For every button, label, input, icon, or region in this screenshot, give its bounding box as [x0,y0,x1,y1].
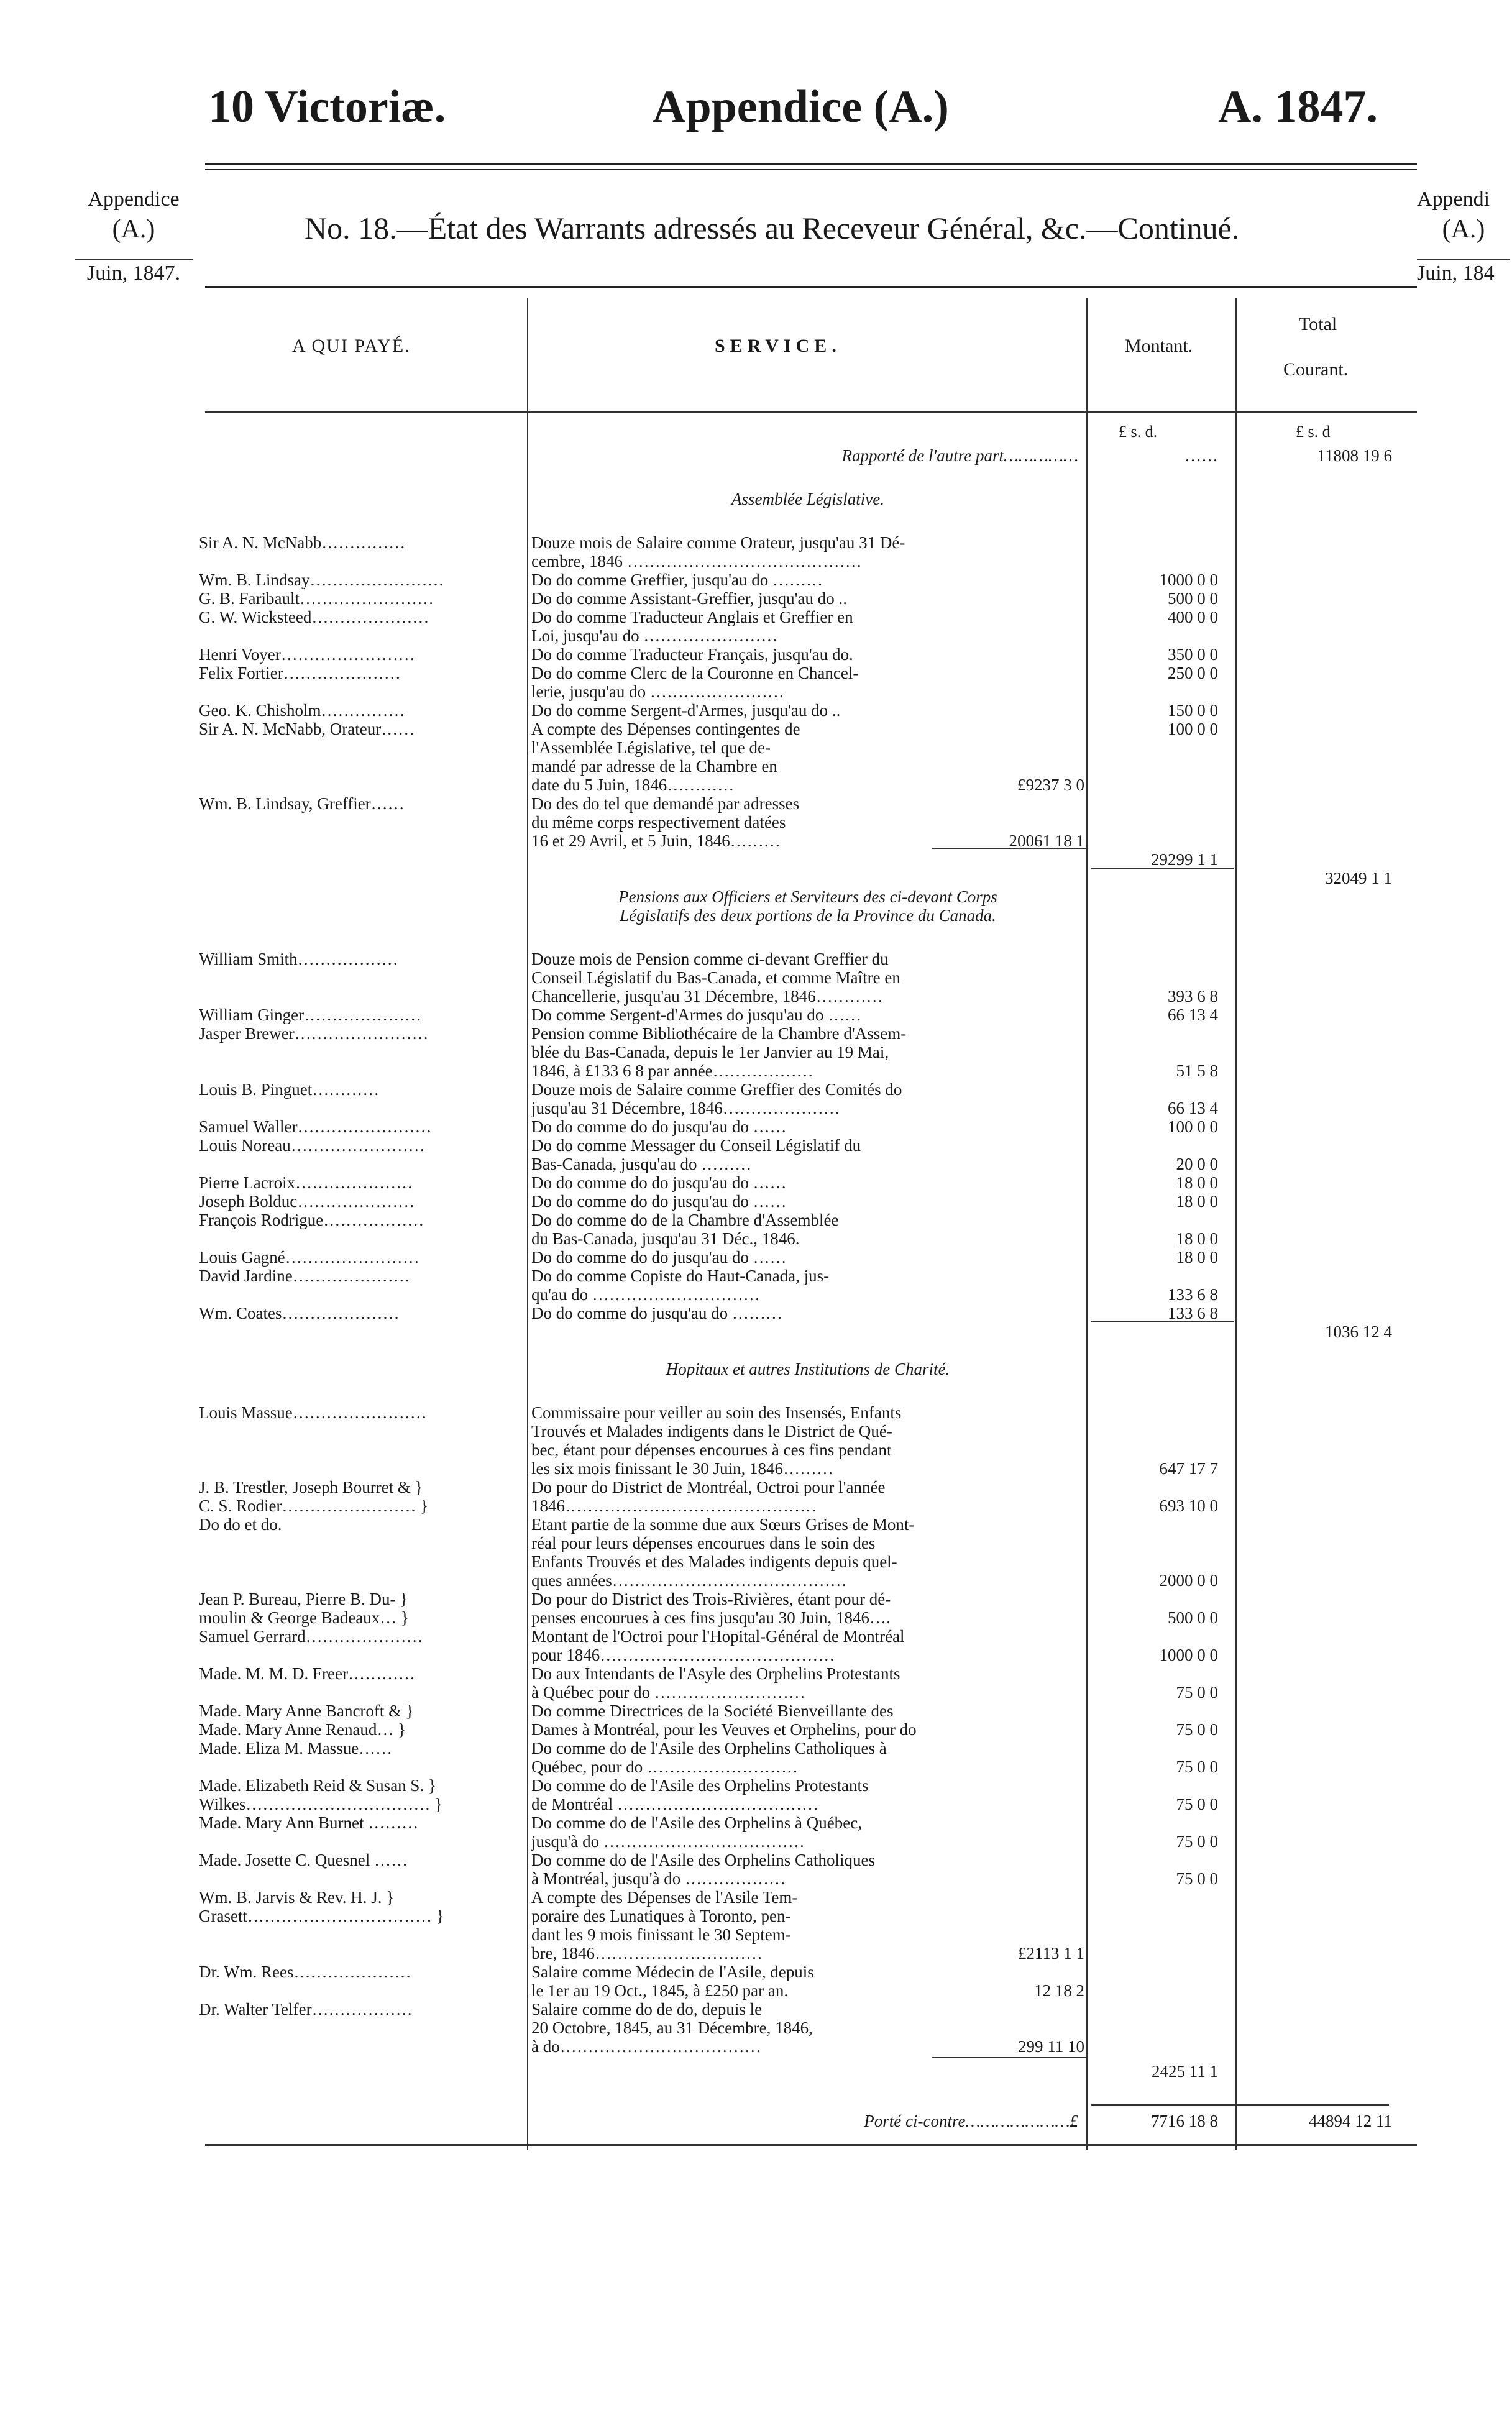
payee-cell: C. S. Rodier…………………… } [199,1496,429,1515]
subtitle-rule [205,286,1417,288]
payee-cell: Made. Josette C. Quesnel …… [199,1851,408,1869]
payee-cell: G. W. Wicksteed………………… [199,608,429,626]
service-cell: Trouvés et Malades indigents dans le District de Qué- [531,1422,892,1441]
column-header-service: SERVICE. [715,336,841,356]
payee-cell: Louis B. Pinguet………… [199,1080,380,1099]
amount-cell: 350 0 0 [1168,645,1218,664]
amount-cell: 29299 1 1 [1151,850,1218,869]
amount-cell: 66 13 4 [1168,1099,1218,1117]
service-cell: date du 5 Juin, 1846………… [531,776,735,794]
service-cell: Loi, jusqu'au do …………………… [531,626,778,645]
service-cell: Porté ci-contre…………………£ [864,2112,1078,2130]
payee-cell: Made. Mary Anne Bancroft & } [199,1702,414,1720]
payee-cell: J. B. Trestler, Joseph Bourret & } [199,1478,423,1496]
service-cell: jusqu'au 31 Décembre, 1846………………… [531,1099,840,1117]
amount-cell: 1000 0 0 [1159,1646,1218,1664]
service-cell: Rapporté de l'autre part…………… [841,446,1078,465]
payee-cell: Dr. Wm. Rees………………… [199,1963,411,1981]
service-cell: Do do comme do do jusqu'au do …… [531,1117,787,1136]
column-header-amount: Montant. [1125,336,1193,356]
amount-cell: 250 0 0 [1168,664,1218,682]
amount-cell: 18 0 0 [1176,1173,1218,1192]
subamount-cell: 20061 18 1 [1009,832,1084,850]
service-cell: lerie, jusqu'au do …………………… [531,682,784,701]
service-cell: 16 et 29 Avril, et 5 Juin, 1846……… [531,832,781,850]
payee-cell: Grasett…………………………… } [199,1907,444,1925]
service-cell: Pension comme Bibliothécaire de la Chambre d'Assem- [531,1024,907,1043]
column-rule-total-left [1235,298,1237,2150]
service-cell: dant les 9 mois finissant le 30 Septem- [531,1925,791,1944]
amount-cell: 1000 0 0 [1159,571,1218,589]
service-cell: du Bas-Canada, jusqu'au 31 Déc., 1846. [531,1229,800,1248]
column-header-total-1: Total [1299,314,1337,334]
amount-cell: 100 0 0 [1168,720,1218,738]
amount-cell: 150 0 0 [1168,701,1218,720]
service-cell: Montant de l'Octroi pour l'Hopital-Général de Montréal [531,1627,905,1646]
service-cell: Do do comme Messager du Conseil Législatif du [531,1136,861,1155]
payee-cell: Wm. B. Lindsay, Greffier…… [199,794,405,813]
payee-cell: Do do et do. [199,1515,282,1534]
amount-cell: 75 0 0 [1176,1832,1218,1851]
service-cell: Do do comme Assistant-Greffier, jusqu'au do .. [531,589,847,608]
service-cell: réal pour leurs dépenses encourues dans le soin des [531,1534,876,1552]
payee-cell: William Ginger………………… [199,1006,422,1024]
amount-cell: 400 0 0 [1168,608,1218,626]
service-cell: Do aux Intendants de l'Asyle des Orphelins Protestants [531,1664,900,1683]
amount-cell: 66 13 4 [1168,1006,1218,1024]
service-cell: A compte des Dépenses de l'Asile Tem- [531,1888,798,1907]
total-cell: 11808 19 6 [1317,446,1392,465]
amount-cell: 18 0 0 [1176,1229,1218,1248]
service-cell: Do comme Sergent-d'Armes do jusqu'au do …… [531,1006,862,1024]
payee-cell: Louis Massue…………………… [199,1403,427,1422]
payee-cell: Made. Eliza M. Massue…… [199,1739,393,1757]
service-cell: Douze mois de Pension comme ci-devant Greffier du [531,950,889,968]
service-cell: Do do comme do do jusqu'au do …… [531,1248,787,1267]
amount-cell: 75 0 0 [1176,1720,1218,1739]
payee-cell: Samuel Gerrard………………… [199,1627,423,1646]
amount-cell: …… [1184,446,1218,465]
service-cell: 1846……………………………………… [531,1496,817,1515]
service-cell: Do do comme do do jusqu'au do …… [531,1192,787,1211]
column-rule-amount-left [1086,298,1088,2150]
service-cell: Conseil Législatif du Bas-Canada, et comme Maître en [531,968,900,987]
service-cell: Enfants Trouvés et des Malades indigents depuis quel- [531,1552,897,1571]
subamount-cell: £2113 1 1 [1018,1944,1084,1963]
subamount-cell: £9237 3 0 [1017,776,1084,794]
header-left: 10 Victoriæ. [208,81,446,132]
header-rule-top [205,163,1417,165]
amount-cell: 7716 18 8 [1151,2112,1218,2130]
payee-cell: Samuel Waller…………………… [199,1117,432,1136]
payee-cell: Dr. Walter Telfer……………… [199,2000,413,2019]
payee-cell: Jasper Brewer…………………… [199,1024,429,1043]
currency-amount-header: £ s. d. [1119,423,1158,441]
subamount-cell: 12 18 2 [1034,1981,1084,2000]
service-cell: ques années…………………………………… [531,1571,847,1590]
service-cell: poraire des Lunatiques à Toronto, pen- [531,1907,791,1925]
service-cell: Salaire comme do de do, depuis le [531,2000,763,2019]
service-cell: Do comme Directrices de la Société Bienveillante des [531,1702,894,1720]
service-cell: Do pour do District de Montréal, Octroi pour l'année [531,1478,886,1496]
margin-right-line3: Juin, 184 [1417,259,1510,287]
service-cell: Do do comme do jusqu'au do ……… [531,1304,782,1322]
section-title: Assemblée Législative. [731,490,884,508]
service-cell: jusqu'à do ……………………………… [531,1832,805,1851]
amount-cell: 18 0 0 [1176,1192,1218,1211]
payee-cell: Made. Mary Anne Renaud… } [199,1720,406,1739]
service-cell: penses encourues à ces fins jusqu'au 30 Juin, 1846…. [531,1608,891,1627]
amount-cell: 51 5 8 [1176,1061,1218,1080]
service-cell: Chancellerie, jusqu'au 31 Décembre, 1846………… [531,987,883,1006]
service-cell: Do do comme do de la Chambre d'Assemblée [531,1211,839,1229]
service-cell: pour 1846…………………………………… [531,1646,835,1664]
service-cell: Do comme do de l'Asile des Orphelins Catholiques à [531,1739,887,1757]
service-cell: Do do comme Greffier, jusqu'au do ……… [531,571,823,589]
amount-cell: 18 0 0 [1176,1248,1218,1267]
payee-cell: Wilkes…………………………… } [199,1795,443,1813]
payee-cell: Louis Noreau…………………… [199,1136,425,1155]
column-rule-service-left [527,298,528,2150]
section-title: Hopitaux et autres Institutions de Charité. [666,1360,950,1378]
amount-cell: 393 6 8 [1168,987,1218,1006]
amount-cell: 20 0 0 [1176,1155,1218,1173]
service-cell: Do do comme Traducteur Anglais et Greffier en [531,608,853,626]
service-cell: Do comme do de l'Asile des Orphelins Catholiques [531,1851,876,1869]
payee-cell: Wm. Coates………………… [199,1304,400,1322]
service-cell: qu'au do ………………………… [531,1285,760,1304]
service-cell: bre, 1846………………………… [531,1944,763,1963]
service-cell: les six mois finissant le 30 Juin, 1846……… [531,1459,833,1478]
subtotal-rule-4 [932,2057,1086,2058]
column-header-payee: A QUI PAYÉ. [292,336,411,356]
service-cell: 1846, à £133 6 8 par année……………… [531,1061,813,1080]
payee-cell: Pierre Lacroix………………… [199,1173,413,1192]
section-title: Pensions aux Officiers et Serviteurs des ci-devant Corps [618,887,997,906]
service-cell: 20 Octobre, 1845, au 31 Décembre, 1846, [531,2019,813,2037]
payee-cell: Sir A. N. McNabb, Orateur…… [199,720,415,738]
section-title: Législatifs des deux portions de la Province du Canada. [620,906,996,925]
service-cell: mandé par adresse de la Chambre en [531,757,777,776]
service-cell: l'Assemblée Législative, tel que de- [531,738,771,757]
payee-cell: Made. Mary Ann Burnet ……… [199,1813,419,1832]
header-right: A. 1847. [1218,81,1378,132]
service-cell: à Montréal, jusqu'à do ……………… [531,1869,786,1888]
service-cell: à do……………………………… [531,2037,761,2056]
carried-rule [1091,2104,1389,2106]
payee-cell: Wm. B. Jarvis & Rev. H. J. } [199,1888,395,1907]
payee-cell: David Jardine………………… [199,1267,410,1285]
service-cell: Salaire comme Médecin de l'Asile, depuis [531,1963,814,1981]
service-cell: Douze mois de Salaire comme Greffier des Comités do [531,1080,902,1099]
amount-cell: 75 0 0 [1176,1795,1218,1813]
service-cell: Douze mois de Salaire comme Orateur, jusqu'au 31 Dé- [531,533,905,552]
payee-cell: Louis Gagné…………………… [199,1248,419,1267]
service-cell: Québec, pour do ……………………… [531,1757,798,1776]
service-cell: Etant partie de la somme due aux Sœurs Grises de Mont- [531,1515,915,1534]
currency-total-header: £ s. d [1296,423,1331,441]
total-cell: 32049 1 1 [1325,869,1392,887]
service-cell: Do do comme Sergent-d'Armes, jusqu'au do .. [531,701,841,720]
amount-cell: 500 0 0 [1168,1608,1218,1627]
service-cell: le 1er au 19 Oct., 1845, à £250 par an. [531,1981,789,2000]
payee-cell: Felix Fortier………………… [199,664,401,682]
service-cell: Do comme do de l'Asile des Orphelins Protestants [531,1776,869,1795]
service-cell: Dames à Montréal, pour les Veuves et Orphelins, pour do [531,1720,917,1739]
margin-right-line2: (A.) [1442,214,1485,244]
table-subtitle: No. 18.—État des Warrants adressés au Receveur Général, &c.—Continué. [305,211,1240,245]
header-rule-bottom [205,169,1417,170]
margin-left-line3: Juin, 1847. [75,259,193,287]
service-cell: à Québec pour do ……………………… [531,1683,805,1702]
service-cell: de Montréal ……………………………… [531,1795,818,1813]
service-cell: Do pour do District des Trois-Rivières, étant pour dé- [531,1590,891,1608]
payee-cell: Sir A. N. McNabb…………… [199,533,406,552]
payee-cell: Made. M. M. D. Freer………… [199,1664,415,1683]
margin-right-line1: Appendi [1417,188,1490,211]
payee-cell: Wm. B. Lindsay…………………… [199,571,444,589]
service-cell: blée du Bas-Canada, depuis le 1er Janvier au 19 Mai, [531,1043,889,1061]
payee-cell: Henri Voyer…………………… [199,645,415,664]
header-center: Appendice (A.) [653,81,949,132]
payee-cell: Made. Elizabeth Reid & Susan S. } [199,1776,436,1795]
bottom-rule [205,2144,1417,2146]
margin-left-line2: (A.) [112,214,155,244]
payee-cell: Geo. K. Chisholm…………… [199,701,405,720]
amount-cell: 100 0 0 [1168,1117,1218,1136]
service-cell: Commissaire pour veiller au soin des Insensés, Enfants [531,1403,902,1422]
subamount-cell: 299 11 10 [1018,2037,1084,2056]
payee-cell: moulin & George Badeaux… } [199,1608,409,1627]
service-cell: cembre, 1846 …………………………………… [531,552,862,571]
service-cell: Do des do tel que demandé par adresses [531,794,800,813]
payee-cell: William Smith……………… [199,950,398,968]
margin-note-left [75,186,193,287]
margin-left-line1: Appendice [88,188,180,211]
amount-cell: 75 0 0 [1176,1757,1218,1776]
amount-cell: 2000 0 0 [1159,1571,1218,1590]
service-cell: A compte des Dépenses contingentes de [531,720,800,738]
service-cell: Do do comme Clerc de la Couronne en Chancel- [531,664,859,682]
amount-cell: 133 6 8 [1168,1285,1218,1304]
column-header-total-2: Courant. [1283,359,1349,380]
service-cell: Do comme do de l'Asile des Orphelins à Québec, [531,1813,862,1832]
payee-cell: G. B. Faribault…………………… [199,589,434,608]
total-cell: 44894 12 11 [1309,2112,1392,2130]
margin-note-right [1417,186,1510,287]
amount-cell: 647 17 7 [1159,1459,1218,1478]
amount-cell: 2425 11 1 [1152,2062,1218,2081]
payee-cell: François Rodrigue……………… [199,1211,424,1229]
amount-cell: 693 10 0 [1159,1496,1218,1515]
service-cell: Do do comme Traducteur Français, jusqu'au do. [531,645,853,664]
amount-cell: 500 0 0 [1168,589,1218,608]
amount-cell: 75 0 0 [1176,1683,1218,1702]
payee-cell: Joseph Bolduc………………… [199,1192,415,1211]
amount-cell: 133 6 8 [1168,1304,1218,1322]
service-cell: bec, étant pour dépenses encourues à ces fins pendant [531,1441,892,1459]
service-cell: du même corps respectivement datées [531,813,786,832]
service-cell: Do do comme Copiste do Haut-Canada, jus- [531,1267,830,1285]
service-cell: Do do comme do do jusqu'au do …… [531,1173,787,1192]
amount-cell: 75 0 0 [1176,1869,1218,1888]
payee-cell: Jean P. Bureau, Pierre B. Du- } [199,1590,408,1608]
service-cell: Bas-Canada, jusqu'au do ……… [531,1155,752,1173]
total-cell: 1036 12 4 [1325,1322,1392,1341]
